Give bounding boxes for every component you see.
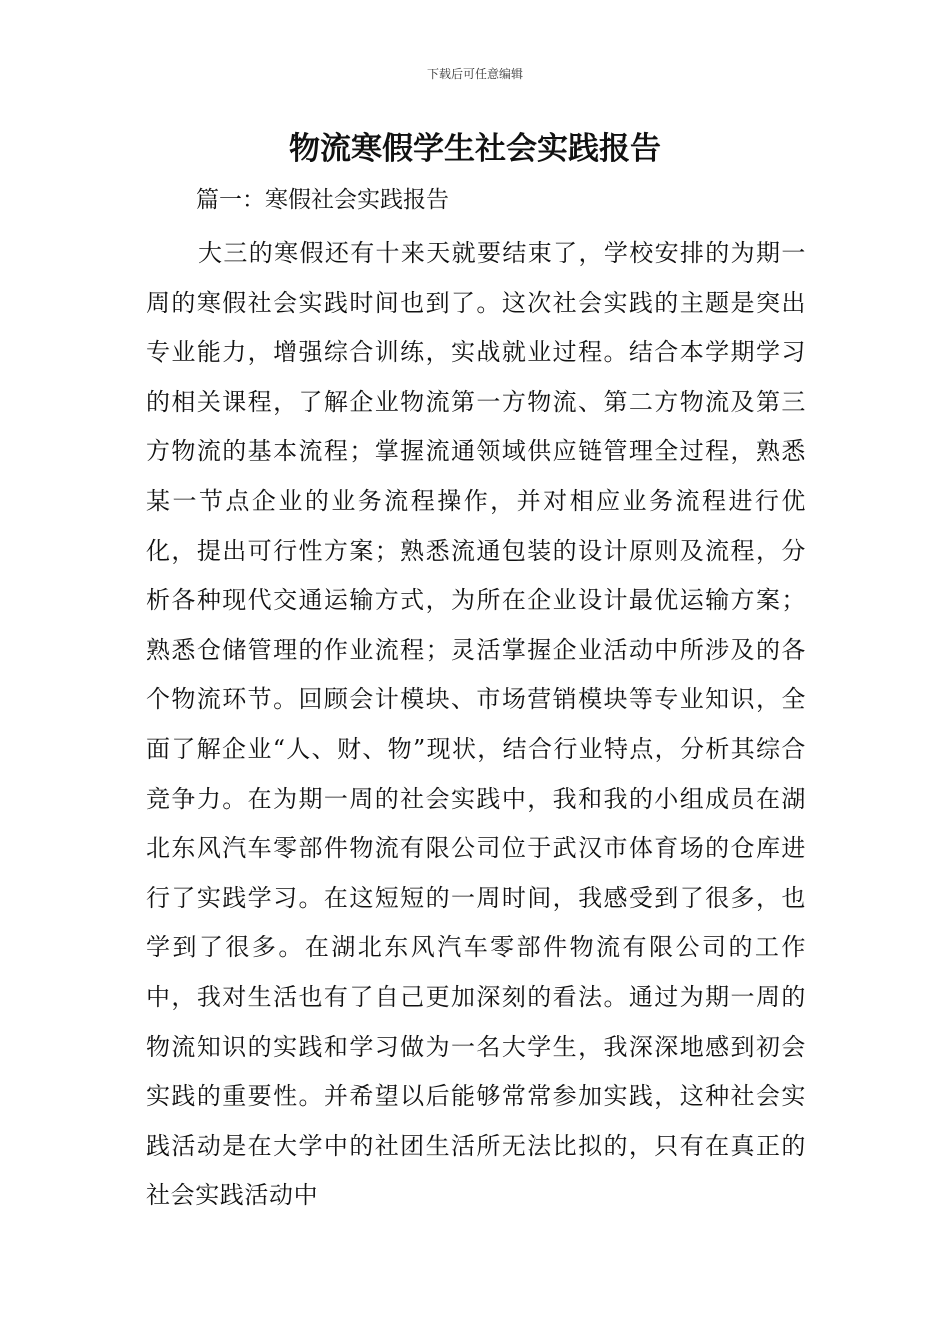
body-paragraph: 大三的寒假还有十来天就要结束了，学校安排的为期一周的寒假社会实践时间也到了。这次社会实践的主题是突出专业能力，增强综合训练，实战就业过程。结合本学期学习的相关课程，了解企业物流第一方物流、第二方物流及第三方物流的基本流程；掌握流通领域供应链管理全过程，熟悉某一节点企业的业务流程操作，并对相应业务流程进行优化，提出可行性方案；熟悉流通包装的设计原则及流程，分析各种现代交通运输方式，为所在企业设计最优运输方案；熟悉仓储管理的作业流程；灵活掌握企业活动中所涉及的各个物流环节。回顾会计模块、市场营销模块等专业知识，全面了解企业“人、财、物”现状，结合行业特点，分析其综合竞争力。在为期一周的社会实践中，我和我的小组成员在湖北东风汽车零部件物流有限公司位于武汉市体育场的仓库进行了实践学习。在这短短的一周时间，我感受到了很多，也学到了很多。在湖北东风汽车零部件物流有限公司的工作中，我对生活也有了自己更加深刻的看法。通过为期一周的物流知识的实践和学习做为一名大学生，我深深地感到初会实践的重要性。并希望以后能够常常参加实践，这种社会实践活动是在大学中的社团生活所无法比拟的，只有在真正的社会实践活动中 — [146, 239, 806, 1210]
section-heading: 篇一：寒假社会实践报告 — [196, 187, 449, 213]
document-title: 物流寒假学生社会实践报告 — [289, 131, 661, 167]
page-header-note: 下载后可任意编辑 — [426, 67, 523, 81]
